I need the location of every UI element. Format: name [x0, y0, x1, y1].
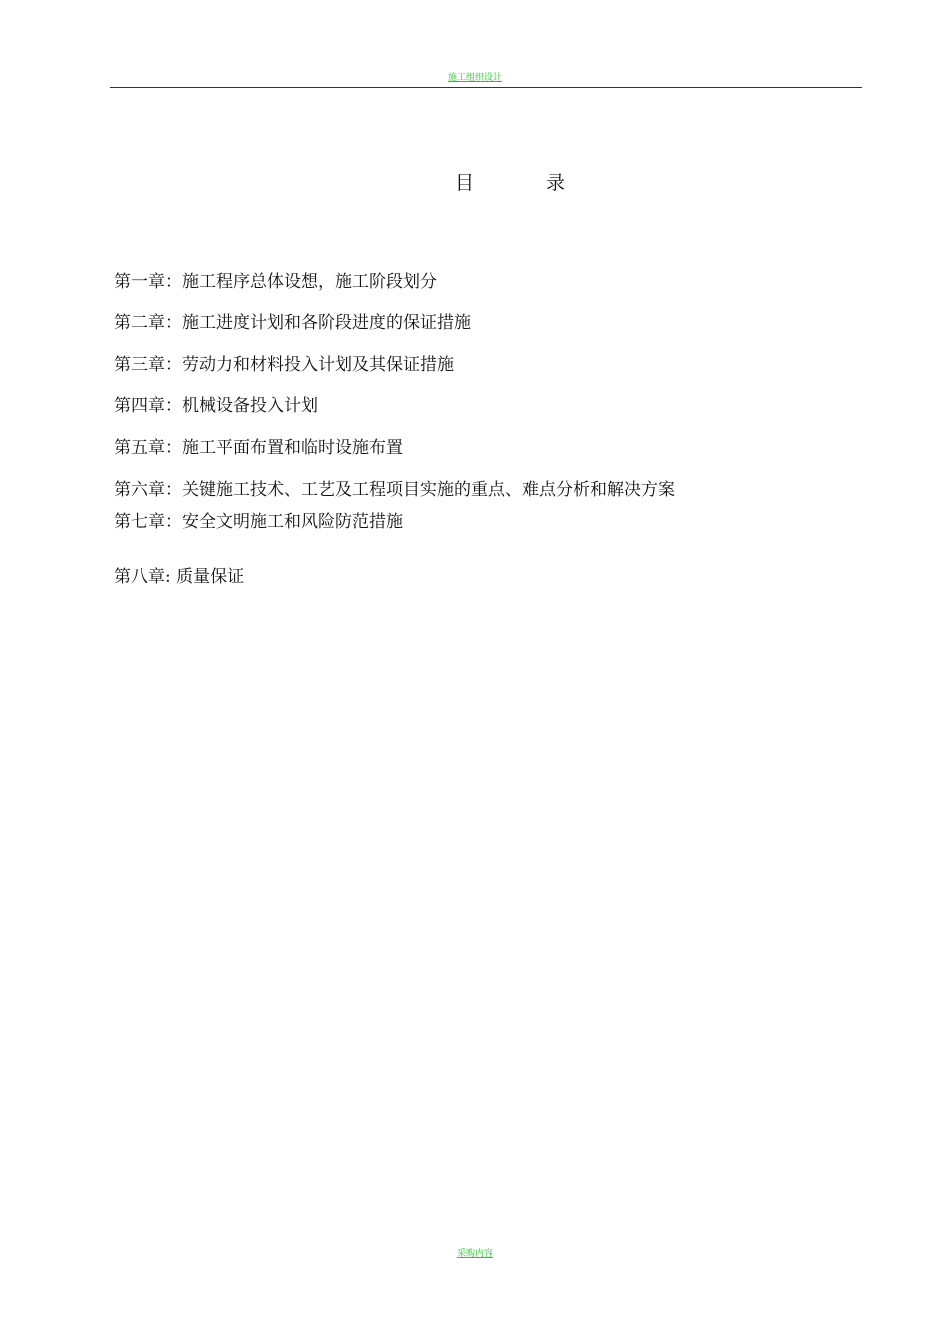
- toc-entry-chapter-8[interactable]: 第八章: 质量保证: [114, 567, 245, 587]
- header-divider: [110, 87, 862, 88]
- toc-entry-chapter-7[interactable]: 第七章：安全文明施工和风险防范措施: [114, 512, 403, 532]
- toc-entry-chapter-5[interactable]: 第五章：施工平面布置和临时设施布置: [114, 438, 403, 458]
- toc-entry-chapter-3[interactable]: 第三章：劳动力和材料投入计划及其保证措施: [114, 355, 454, 375]
- toc-entry-chapter-1[interactable]: 第一章：施工程序总体设想，施工阶段划分: [114, 272, 437, 292]
- toc-title-char: 录: [545, 172, 565, 194]
- toc-title-char: 目: [455, 172, 475, 194]
- toc-entry-chapter-4[interactable]: 第四章：机械设备投入计划: [114, 396, 318, 416]
- page-header-text: 施工组织设计: [447, 73, 502, 83]
- toc-entry-chapter-6[interactable]: 第六章：关键施工技术、工艺及工程项目实施的重点、难点分析和解决方案: [114, 480, 675, 500]
- toc-title: [455, 170, 565, 196]
- toc-entry-chapter-2[interactable]: 第二章：施工进度计划和各阶段进度的保证措施: [114, 313, 471, 333]
- page-footer-text: 采购内容: [456, 1249, 493, 1259]
